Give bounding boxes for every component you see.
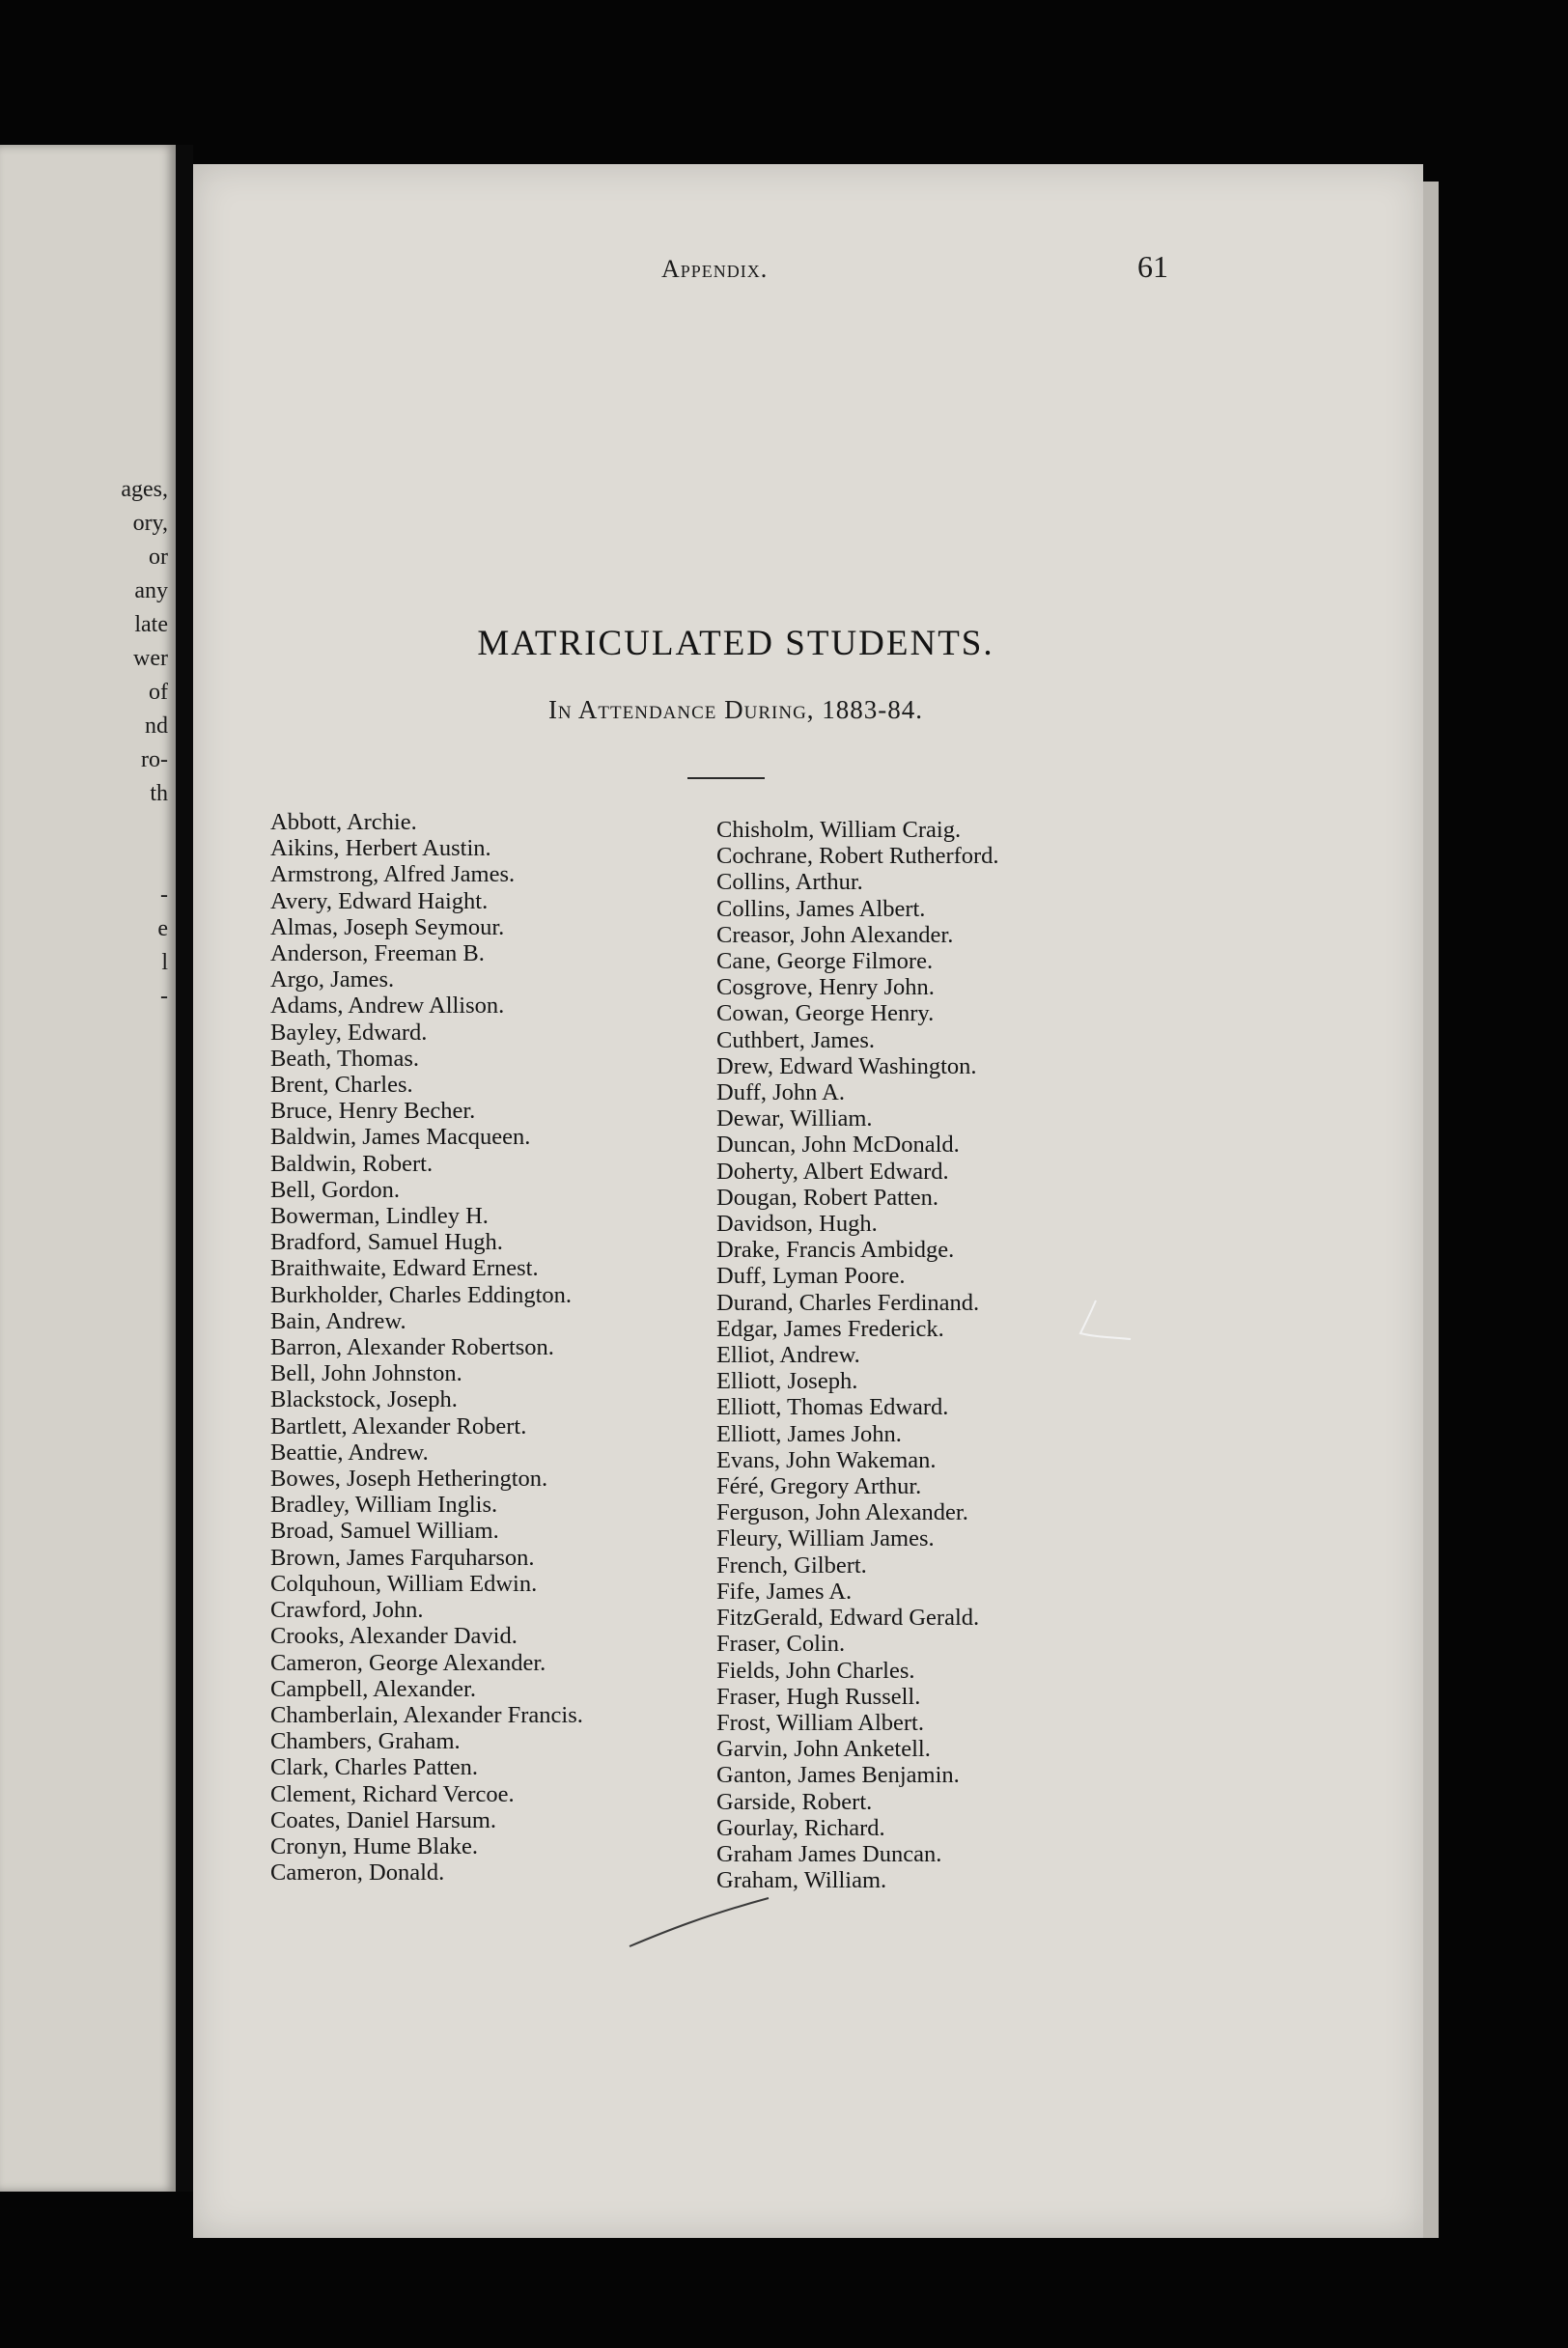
student-entry: Dewar, William. [716,1105,873,1132]
student-entry: Elliott, James John. [716,1420,902,1447]
facing-page [0,145,176,2192]
student-entry: Elliott, Joseph. [716,1368,858,1395]
student-entry: Cochrane, Robert Rutherford. [716,843,999,870]
student-entry: Cameron, Donald. [270,1859,445,1887]
student-entry: Cameron, George Alexander. [270,1649,546,1676]
student-entry: Davidson, Hugh. [716,1211,878,1238]
student-entry: Baldwin, James Macqueen. [270,1124,531,1151]
student-entry: Cowan, George Henry. [716,1000,935,1027]
student-entry: Aikins, Herbert Austin. [270,835,491,862]
student-entry: Beath, Thomas. [270,1045,420,1072]
margin-fragment: - [160,882,168,908]
student-entry: Cronyn, Hume Blake. [270,1832,479,1859]
page-number: 61 [1137,249,1168,284]
margin-fragment: ory, [132,511,168,536]
student-entry: Dougan, Robert Patten. [716,1184,938,1211]
student-entry: Beattie, Andrew. [270,1439,429,1466]
margin-fragment: or [149,545,168,570]
pencil-check-mark [1077,1299,1134,1347]
student-entry: Féré, Gregory Arthur. [716,1473,922,1500]
student-entry: Fleury, William James. [716,1525,935,1552]
margin-fragment: e [157,916,168,941]
student-entry: Chambers, Graham. [270,1728,461,1755]
student-entry: Chisholm, William Craig. [716,817,962,843]
student-entry: Graham James Duncan. [716,1840,942,1867]
student-entry: Garside, Robert. [716,1788,873,1815]
student-entry: Bradford, Samuel Hugh. [270,1229,503,1256]
page-header [661,249,1168,288]
student-entry: Duff, Lyman Poore. [716,1263,906,1290]
student-entry: Blackstock, Joseph. [270,1386,458,1413]
student-entry: Adams, Andrew Allison. [270,992,505,1020]
student-entry: Bain, Andrew. [270,1307,406,1334]
student-entry: Fields, John Charles. [716,1657,915,1684]
student-entry: Bell, Gordon. [270,1176,401,1203]
student-entry: Fraser, Hugh Russell. [716,1683,921,1710]
student-entry: Ferguson, John Alexander. [716,1499,968,1526]
student-entry: Brown, James Farquharson. [270,1544,535,1571]
student-entry: Burkholder, Charles Eddington. [270,1281,573,1308]
student-entry: Collins, James Albert. [716,895,926,922]
student-entry: Edgar, James Frederick. [716,1315,944,1342]
margin-fragment: wer [133,646,168,671]
student-entry: Fife, James A. [716,1578,853,1605]
student-entry: Crawford, John. [270,1597,424,1624]
student-entry: Elliot, Andrew. [716,1342,860,1369]
student-entry: Argo, James. [270,966,395,993]
title-rule [687,777,765,779]
student-entry: Duff, John A. [716,1079,845,1106]
book-gutter [176,145,193,2192]
student-entry: Bell, John Johnston. [270,1360,462,1387]
student-entry: Abbott, Archie. [270,809,417,835]
margin-fragment: ro- [141,747,168,772]
student-entry: Bowerman, Lindley H. [270,1203,489,1230]
student-entry: Doherty, Albert Edward. [716,1158,949,1185]
pencil-stroke-mark [628,1892,772,1950]
facing-page-margin-text [100,473,168,1014]
student-entry: Bartlett, Alexander Robert. [270,1412,527,1440]
student-entry: Cane, George Filmore. [716,948,934,975]
margin-fragment: any [134,578,168,603]
student-entry: Brent, Charles. [270,1072,413,1099]
student-entry: Clement, Richard Vercoe. [270,1780,515,1807]
student-entry: Elliott, Thomas Edward. [716,1394,949,1421]
student-entry: Almas, Joseph Seymour. [270,913,505,940]
student-entry: Crooks, Alexander David. [270,1623,518,1650]
student-entry: Drake, Francis Ambidge. [716,1237,955,1264]
student-entry: French, Gilbert. [716,1551,867,1579]
student-entry: Broad, Samuel William. [270,1518,499,1545]
student-entry: Anderson, Freeman B. [270,940,485,967]
student-entry: Clark, Charles Patten. [270,1754,479,1781]
student-entry: Bruce, Henry Becher. [270,1098,476,1125]
student-entry: Durand, Charles Ferdinand. [716,1289,980,1316]
student-entry: Graham, William. [716,1867,887,1894]
student-entry: Gourlay, Richard. [716,1814,885,1841]
student-entry: Duncan, John McDonald. [716,1132,960,1159]
student-list-left [270,809,583,1886]
student-entry: Barron, Alexander Robertson. [270,1334,554,1361]
student-entry: Armstrong, Alfred James. [270,861,516,888]
margin-fragment: l [161,950,168,975]
page-edge [1423,182,1439,2238]
margin-fragment [100,811,168,845]
student-entry: Avery, Edward Haight. [270,887,489,914]
student-entry: Colquhoun, William Edwin. [270,1570,538,1597]
margin-fragment: - [160,984,168,1009]
page-title: MATRICULATED STUDENTS. [477,624,994,663]
student-entry: Campbell, Alexander. [270,1675,476,1702]
student-entry: Bayley, Edward. [270,1019,428,1046]
student-entry: Cosgrove, Henry John. [716,974,935,1001]
student-entry: Evans, John Wakeman. [716,1446,937,1473]
student-entry: Baldwin, Robert. [270,1150,434,1177]
margin-fragment [100,845,168,879]
student-entry: Cuthbert, James. [716,1026,875,1053]
student-entry: Chamberlain, Alexander Francis. [270,1701,583,1728]
margin-fragment: of [149,680,168,705]
student-entry: Ganton, James Benjamin. [716,1762,960,1789]
student-entry: FitzGerald, Edward Gerald. [716,1605,980,1632]
student-entry: Bowes, Joseph Hetherington. [270,1466,548,1493]
margin-fragment: th [150,781,168,806]
student-entry: Creasor, John Alexander. [716,921,954,948]
page-subtitle: In Attendance During, 1883-84. [547,695,924,724]
student-entry: Garvin, John Anketell. [716,1736,931,1763]
running-title: Appendix. [661,255,769,283]
student-entry: Bradley, William Inglis. [270,1492,498,1519]
student-entry: Drew, Edward Washington. [716,1052,977,1079]
margin-fragment: nd [145,713,168,739]
student-list-right [716,817,999,1893]
student-entry: Braithwaite, Edward Ernest. [270,1255,539,1282]
student-entry: Collins, Arthur. [716,869,863,896]
margin-fragment: late [134,612,168,637]
student-entry: Frost, William Albert. [716,1709,924,1736]
student-entry: Fraser, Colin. [716,1631,846,1658]
margin-fragment: ages, [121,477,168,502]
student-entry: Coates, Daniel Harsum. [270,1806,497,1833]
